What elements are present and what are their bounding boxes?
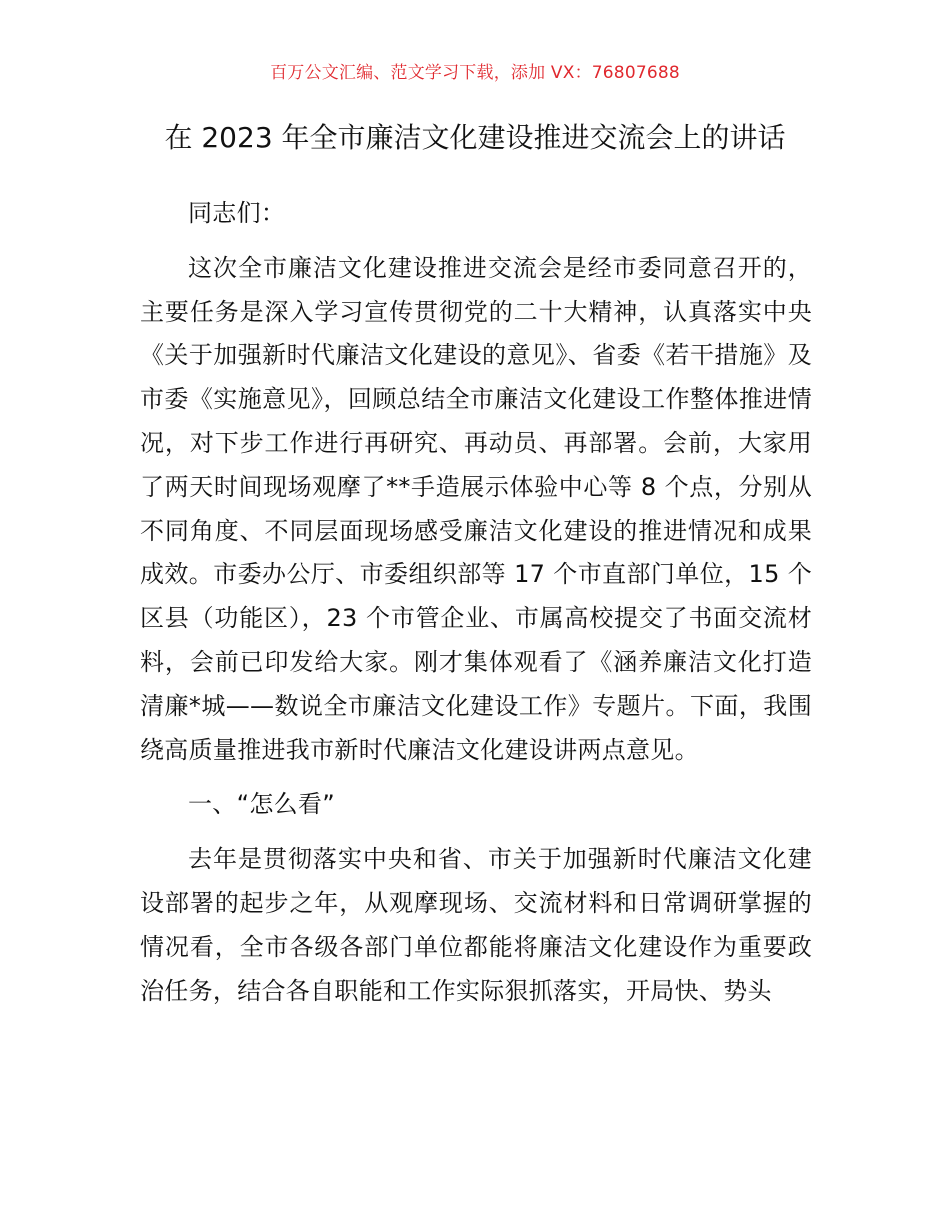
section-heading: 一、“怎么看” [188,790,335,819]
paragraph-intro: 这次全市廉洁文化建设推进交流会是经市委同意召开的，主要任务是深入学习宣传贯彻党的二十大精神，认真落实中央《关于加强新时代廉洁文化建设的意见》、省委《若干措施》及市委《实施意见》，回顾总结全市廉洁文化建设工作整体推进情况，对下步工作进行再研究、再动员、再部署。会前，大家用了两天时间现场观摩了**手造展示体验中心等 8 个点，分别从不同角度、不同层面现场感受廉洁文化建设的推进情况和成果成效。市委办公厅、市委组织部等 17 个市直部门单位，15 个区县（功能区），23 个市管企业、市属高校提交了书面交流材料，会前已印发给大家。刚才集体观看了《涵养廉洁文化打造清廉*城——数说全市廉洁文化建设工作》专题片。下面，我围绕高质量推进我市新时代廉洁文化建设讲两点意见。 [140,253,812,764]
watermark-banner: 百万公文汇编、范文学习下载，添加 VX：76807688 [270,63,680,83]
greeting: 同志们： [188,199,286,227]
paragraph-section-one: 去年是贯彻落实中央和省、市关于加强新时代廉洁文化建设部署的起步之年，从观摩现场、交流材料和日常调研掌握的情况看，全市各级各部门单位都能将廉洁文化建设作为重要政治任务，结合各自职能和工作实际狠抓落实，开局快、势头 [140,845,812,1005]
document-title: 在 2023 年全市廉洁文化建设推进交流会上的讲话 [164,121,786,154]
document-body [140,192,812,1013]
